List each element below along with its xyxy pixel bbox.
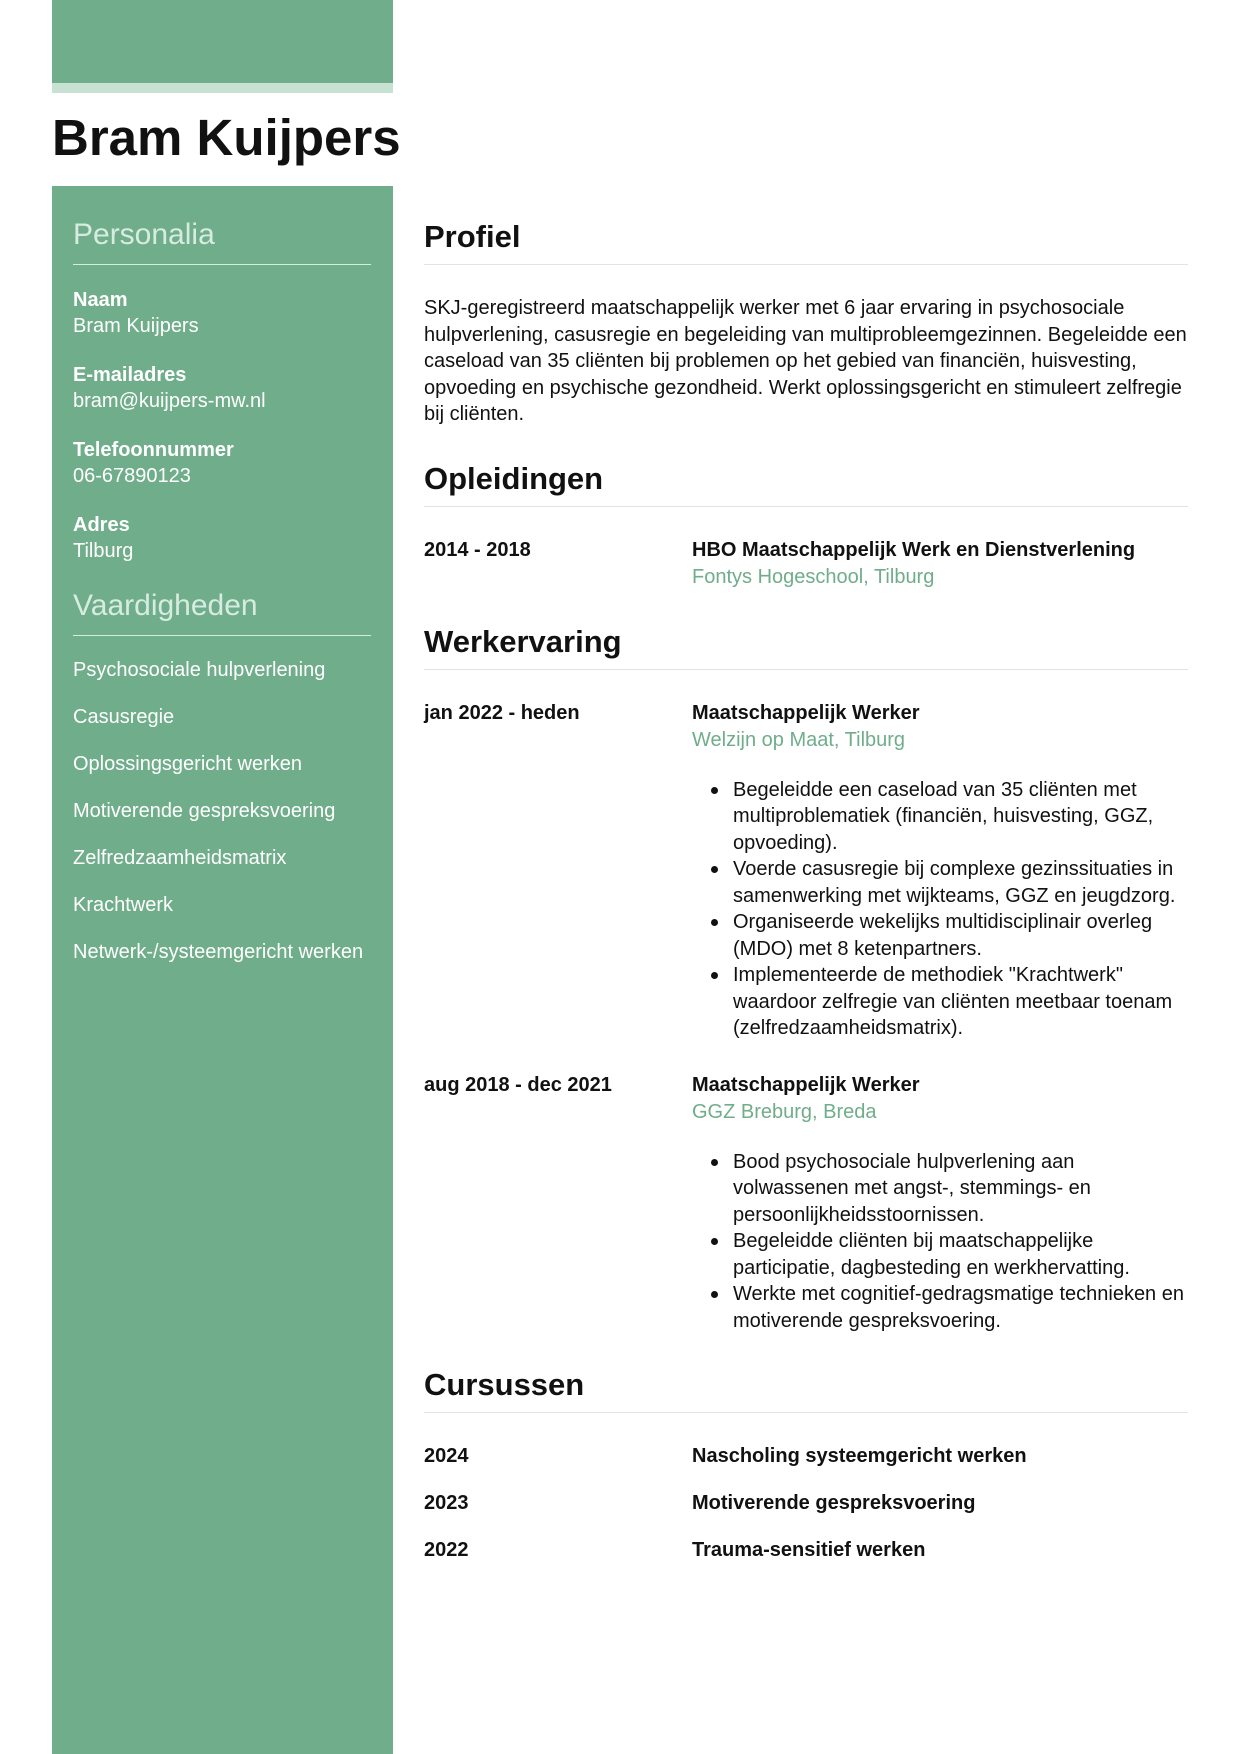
entry-organization: Fontys Hogeschool, Tilburg	[692, 565, 935, 588]
course-title: Nascholing systeemgericht werken	[692, 1445, 1027, 1467]
experience-entry	[424, 700, 1188, 1042]
course-year: 2023	[424, 1492, 469, 1514]
bullet-item: Bood psychosociale hulpverlening aan volwassenen met angst-, stemmings- en persoonlijkheidsstoornissen.	[733, 1149, 1188, 1229]
header-accent-block	[52, 0, 393, 83]
entry-title: HBO Maatschappelijk Werk en Dienstverlening	[692, 538, 1136, 561]
bullet-item: Begeleidde cliënten bij maatschappelijke participatie, dagbesteding en werkhervatting.	[733, 1228, 1188, 1281]
experience-section	[424, 591, 1188, 1335]
course-title: Motiverende gespreksvoering	[692, 1492, 976, 1514]
entry-organization: Welzijn op Maat, Tilburg	[692, 728, 906, 751]
bullet-list	[692, 777, 1188, 1042]
skills-list	[73, 657, 371, 965]
profile-section	[424, 186, 1188, 428]
field-label: Adres	[73, 514, 130, 536]
skill-item: Motiverende gespreksvoering	[73, 800, 336, 822]
courses-section	[424, 1334, 1188, 1563]
profile-text: SKJ-geregistreerd maatschappelijk werker met 6 jaar ervaring in psychosociale hulpverlening, casusregie en begeleiding van multiprobleemgezinnen. Begeleidde een caseload van 35 cliënten bij problemen op het gebied van financiën, huisvesting, opvoeding en psychische gezondheid. Werkt oplossingsgericht en stimuleert zelfregie bij cliënten.	[424, 297, 1187, 425]
bullet-item: Begeleidde een caseload van 35 cliënten met multiproblematiek (financiën, huisvesting, GGZ, opvoeding).	[733, 777, 1188, 857]
personalia-heading: Personalia	[73, 186, 371, 265]
entry-date: 2014 - 2018	[424, 538, 531, 561]
sidebar	[73, 186, 371, 986]
course-title: Trauma-sensitief werken	[692, 1539, 926, 1561]
field-value: Tilburg	[73, 540, 134, 562]
bullet-item: Organiseerde wekelijks multidisciplinair overleg (MDO) met 8 ketenpartners.	[733, 909, 1188, 962]
field-label: E-mailadres	[73, 364, 187, 386]
skill-item: Zelfredzaamheidsmatrix	[73, 847, 287, 869]
field-name	[73, 287, 371, 340]
skill-item: Psychosociale hulpverlening	[73, 659, 326, 681]
education-entry	[424, 537, 1188, 591]
phone-value: 06-67890123	[73, 465, 191, 487]
field-email	[73, 362, 371, 415]
entry-date: aug 2018 - dec 2021	[424, 1073, 612, 1096]
course-year: 2022	[424, 1539, 469, 1561]
course-entry	[424, 1443, 1188, 1469]
field-phone	[73, 437, 371, 490]
courses-list	[424, 1443, 1188, 1563]
bullet-item: Implementeerde de methodiek "Krachtwerk" waardoor zelfregie van cliënten meetbaar toenam (zelfredzaamheidsmatrix).	[733, 962, 1188, 1042]
entry-date: jan 2022 - heden	[424, 701, 580, 724]
courses-heading: Cursussen	[424, 1334, 1188, 1413]
field-value: Bram Kuijpers	[73, 315, 199, 337]
entry-organization: GGZ Breburg, Breda	[692, 1100, 877, 1123]
header-accent-stripe	[52, 83, 393, 93]
entry-title: Maatschappelijk Werker	[692, 701, 920, 724]
main-content	[424, 186, 1188, 1563]
email-value[interactable]: bram@kuijpers-mw.nl	[73, 390, 266, 412]
bullet-item: Voerde casusregie bij complexe gezinssituaties in samenwerking met wijkteams, GGZ en jeugdzorg.	[733, 856, 1188, 909]
field-label: Naam	[73, 289, 128, 311]
skill-item: Krachtwerk	[73, 894, 174, 916]
profile-heading: Profiel	[424, 186, 1188, 265]
experience-heading: Werkervaring	[424, 591, 1188, 670]
experience-entry	[424, 1072, 1188, 1335]
page-title: Bram Kuijpers	[52, 109, 401, 166]
bullet-list	[692, 1149, 1188, 1335]
course-entry	[424, 1490, 1188, 1516]
bullet-item: Werkte met cognitief-gedragsmatige technieken en motiverende gespreksvoering.	[733, 1281, 1188, 1334]
skill-item: Casusregie	[73, 706, 175, 728]
entry-body	[692, 700, 1188, 1042]
field-address	[73, 512, 371, 565]
course-year: 2024	[424, 1445, 469, 1467]
entry-title: Maatschappelijk Werker	[692, 1073, 920, 1096]
education-section	[424, 428, 1188, 591]
entry-body	[692, 1072, 1188, 1335]
course-entry	[424, 1537, 1188, 1563]
skills-heading: Vaardigheden	[73, 565, 371, 636]
skill-item: Netwerk-/systeemgericht werken	[73, 941, 364, 963]
field-label: Telefoonnummer	[73, 439, 234, 461]
skill-item: Oplossingsgericht werken	[73, 753, 302, 775]
education-heading: Opleidingen	[424, 428, 1188, 507]
entry-body	[692, 537, 1188, 591]
